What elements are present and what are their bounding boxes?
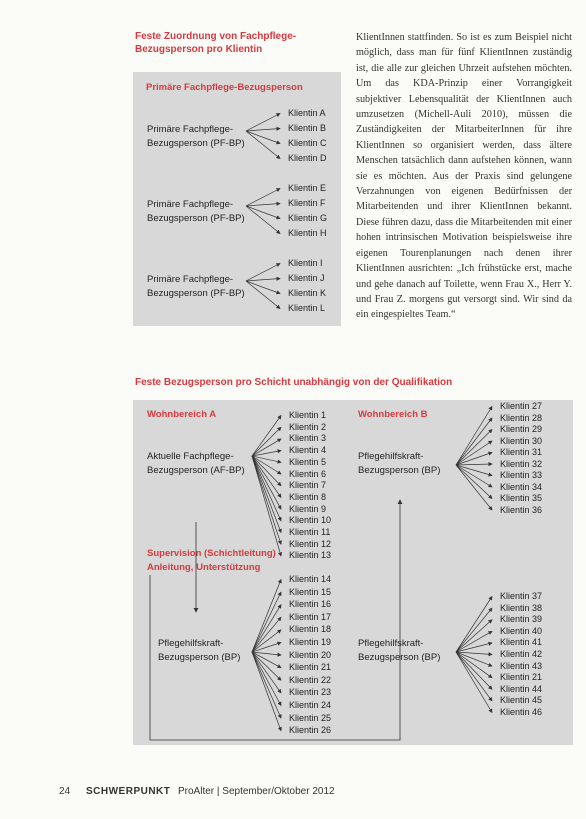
b-top-client-item: Klientin 28: [500, 412, 543, 423]
section-name: SCHWERPUNKT: [86, 786, 171, 797]
a-top-client-item: Klientin 1: [289, 410, 327, 420]
b-top-client-item: Klientin 35: [500, 493, 543, 503]
a-bottom-client-item: Klientin 19: [289, 637, 332, 647]
b-top-client-item: Klientin 29: [500, 424, 543, 434]
a-bottom-client-item: Klientin 21: [289, 662, 332, 673]
b-bottom-client-item: Klientin 45: [500, 695, 543, 706]
b-bottom-client-item: Klientin 21: [500, 672, 543, 683]
box1-client-arrow: [246, 206, 280, 219]
b-bottom-client-item: Klientin 44: [500, 683, 543, 694]
box1-subtitle: Primäre Fachpflege-Bezugsperson: [146, 82, 303, 93]
a-top-client-item: Klientin 10: [289, 515, 332, 526]
box1-client-item: Klientin B: [288, 123, 327, 133]
b-top-client-arrow: [456, 430, 492, 466]
box1-client-item: Klientin H: [288, 228, 327, 238]
a-bottom-client-arrow: [252, 652, 281, 718]
a-bottom-client-item: Klientin 24: [289, 700, 332, 710]
b-top-client-arrow: [456, 418, 492, 465]
box1-client-item: Klientin L: [288, 303, 326, 313]
b-bottom-client-item: Klientin 42: [500, 649, 543, 659]
area-a-title: Wohnbereich A: [147, 409, 217, 420]
a-top-client-arrow: [252, 416, 281, 457]
box1-client-arrow: [246, 279, 280, 282]
box1-client-item: Klientin A: [288, 108, 326, 118]
a-top-client-arrow: [252, 456, 281, 497]
box1-client-arrow: [246, 206, 280, 234]
a-bottom-client-item: Klientin 14: [289, 574, 332, 584]
a-top-client-item: Klientin 12: [289, 538, 332, 549]
a-bottom-client-item: Klientin 20: [289, 649, 332, 660]
b-bottom-client-arrow: [456, 608, 492, 652]
b-bottom-client-item: Klientin 37: [500, 591, 543, 601]
box1-client-item: Klientin E: [288, 183, 327, 193]
a-top-client-arrow: [252, 456, 281, 521]
b-top-client-item: Klientin 30: [500, 435, 543, 446]
a-top-client-arrow: [252, 456, 281, 533]
b-top-client-item: Klientin 36: [500, 504, 543, 515]
a-top-client-item: Klientin 4: [289, 445, 327, 456]
b-bottom-client-item: Klientin 39: [500, 614, 543, 625]
a-bottom-client-arrow: [252, 652, 281, 693]
a-top-client-arrow: [252, 456, 281, 462]
b-top-client-arrow: [456, 465, 492, 510]
box1-client-arrow: [246, 281, 280, 309]
b-top-client-item: Klientin 34: [500, 481, 543, 492]
b-top-client-item: Klientin 33: [500, 470, 543, 480]
box1-client-arrow: [246, 281, 280, 294]
a-top-client-arrow: [252, 456, 281, 544]
a-top-client-item: Klientin 11: [289, 527, 331, 537]
box1-client-arrow: [246, 189, 280, 207]
supervision-label: Supervision (Schichtleitung) Anleitung, Unterstützung: [147, 548, 276, 573]
b-bottom-client-item: Klientin 40: [500, 625, 543, 636]
a-top-client-item: Klientin 5: [289, 456, 327, 467]
box1-client-item: Klientin D: [288, 153, 327, 163]
a-top-client-item: Klientin 8: [289, 491, 327, 502]
b-top-client-arrow: [456, 464, 492, 465]
pf-bp-label: Primäre Fachpflege-Bezugsperson (PF-BP): [147, 274, 245, 299]
b-bottom-client-arrow: [456, 631, 492, 652]
box1-client-arrow: [246, 131, 280, 159]
page-number: 24: [59, 786, 71, 797]
b-top-client-arrow: [456, 407, 492, 466]
a-bottom-client-item: Klientin 18: [289, 624, 332, 635]
a-bottom-client-item: Klientin 16: [289, 599, 332, 610]
issue-info: ProAlter | September/Oktober 2012: [178, 786, 335, 797]
box1-client-arrow: [246, 129, 280, 132]
b-bottom-client-arrow: [456, 652, 492, 678]
a-bottom-client-arrow: [252, 652, 281, 680]
article-column: KlientInnen stattfinden. So ist es zum Beispiel nicht möglich, dass man für fünf KlientInnen zuständig ist, die alle zur gleichen Uhrzeit aufstehen möchten. Um das KDA-Prinzip einer Vorrangigkeit subjektiver Lebensqualität der KlientInnen auch umzusetzen (Michell-Auli 2010), müssen die Zuständigkeiten der MitarbeiterInnen für ihre KlientInnen so organisiert werden, dass ältere Menschen tatsächlich dann aufstehen können, wann sie es möchten. Aus der Praxis sind gelungene Verzahnungen von eigenen Bedürfnissen der Mitarbeitenden und ihrer KlientInnen bekannt. Diese führen dazu, dass die Mitarbeitenden mit einer hohen intrinsischen Motivation beispielsweise ihre eigenen Tourenplanungen nach denen ihrer KlientInnen ausrichten: „Ich frühstücke erst, mache und gehe danach auf Toilette, wenn Frau X., Herr Y. und Frau Z. morgens gut versorgt sind. Wir sind da ein eingespieltes Team.“: [356, 32, 572, 321]
b-bottom-client-arrow: [456, 652, 492, 689]
a-bottom-client-arrow: [252, 652, 281, 731]
box1-client-item: Klientin C: [288, 138, 327, 148]
a-top-label: Aktuelle Fachpflege-Bezugsperson (AF-BP): [147, 451, 245, 476]
b-bottom-client-item: Klientin 43: [500, 660, 543, 671]
a-bottom-client-item: Klientin 15: [289, 586, 332, 597]
b-top-client-item: Klientin 32: [500, 458, 543, 469]
b-top-client-arrow: [456, 465, 492, 487]
area-b-title: Wohnbereich B: [358, 409, 428, 420]
box1-client-item: Klientin G: [288, 213, 328, 223]
a-bottom-client-item: Klientin 25: [289, 712, 332, 723]
a-top-client-item: Klientin 3: [289, 433, 327, 444]
b-top-client-item: Klientin 31: [500, 447, 543, 457]
pf-bp-label: Primäre Fachpflege-Bezugsperson (PF-BP): [147, 199, 245, 224]
box1-client-item: Klientin I: [288, 258, 323, 268]
b-top-client-arrow: [456, 441, 492, 465]
a-bottom-client-arrow: [252, 605, 281, 652]
box1-client-item: Klientin K: [288, 288, 327, 298]
a-bottom-client-item: Klientin 17: [289, 611, 332, 622]
box1-client-arrow: [246, 131, 280, 144]
a-top-client-item: Klientin 2: [289, 421, 327, 432]
b-bottom-client-item: Klientin 41: [500, 637, 543, 648]
box1-client-arrow: [246, 204, 280, 207]
a-bottom-client-item: Klientin 23: [289, 687, 332, 698]
b-top-client-item: Klientin 27: [500, 401, 543, 411]
b-bottom-client-arrow: [456, 652, 492, 713]
pf-bp-label: Primäre Fachpflege-Bezugsperson (PF-BP): [147, 124, 245, 149]
a-top-client-item: Klientin 6: [289, 468, 327, 479]
b-bottom-client-item: Klientin 38: [500, 602, 543, 613]
box1-client-item: Klientin J: [288, 273, 325, 283]
box1-title-text: Feste Zuordnung von Fachpflege-Bezugsperson pro Klientin: [135, 31, 297, 55]
b-top-client-arrow: [456, 453, 492, 466]
a-top-client-item: Klientin 13: [289, 550, 332, 561]
a-top-client-item: Klientin 9: [289, 503, 327, 514]
box1-client-item: Klientin F: [288, 198, 326, 208]
a-bottom-label: Pflegehilfskraft-Bezugsperson (BP): [158, 638, 241, 663]
b-top-label: Pflegehilfskraft-Bezugsperson (BP): [358, 451, 441, 476]
box1-client-arrow: [246, 264, 280, 282]
a-bottom-client-item: Klientin 26: [289, 725, 332, 736]
b-bottom-label: Pflegehilfskraft-Bezugsperson (BP): [358, 638, 441, 663]
box2-title: Feste Bezugsperson pro Schicht unabhängig von der Qualifikation: [135, 377, 453, 388]
a-top-client-item: Klientin 7: [289, 480, 327, 491]
a-bottom-client-item: Klientin 22: [289, 674, 332, 685]
box1-client-arrow: [246, 114, 280, 132]
b-bottom-client-item: Klientin 46: [500, 707, 543, 717]
